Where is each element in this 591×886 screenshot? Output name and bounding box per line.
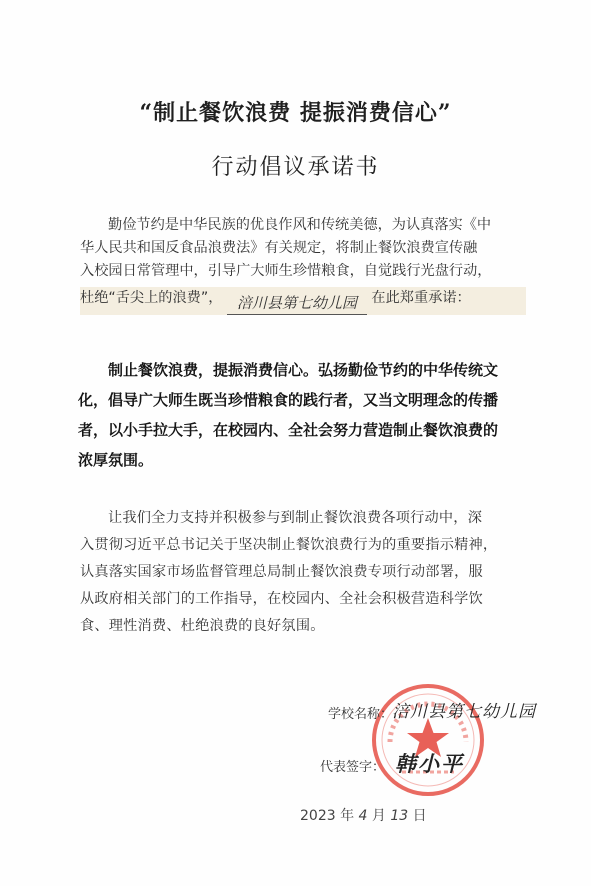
date-month-unit: 月 — [371, 808, 386, 824]
school-name-label: 学校名称： — [328, 707, 394, 722]
pledge-line-4: 浓厚氛围。 — [78, 451, 154, 469]
document-title: “制止餐饮浪费 提振消费信心” — [139, 100, 452, 126]
cta-line-5: 食、理性消费、杜绝浪费的良好氛围。 — [80, 618, 325, 634]
cta-line-3: 认真落实国家市场监督管理总局制止餐饮浪费专项行动部署，服 — [80, 564, 483, 580]
intro-line-4-prefix: 杜绝“舌尖上的浪费”， — [80, 290, 223, 306]
pledge-line-2: 化，倡导广大师生既当珍惜粮食的践行者，又当文明理念的传播 — [78, 391, 499, 409]
paragraph-call-to-action — [80, 505, 526, 640]
intro-line-1: 勤俭节约是中华民族的优良作风和传统美德，为认真落实《中 — [108, 217, 492, 233]
date-year-unit: 年 — [340, 808, 355, 824]
intro-line-4 — [80, 287, 526, 315]
intro-line-3: 入校园日常管理中，引导广大师生珍惜粮食，自觉践行光盘行动， — [80, 263, 492, 279]
date-year: 2023 — [300, 808, 336, 824]
handwritten-school-signature: 涪川县第七幼儿园 — [392, 702, 536, 722]
date-day-unit: 日 — [412, 808, 427, 824]
paragraph-intro — [80, 214, 526, 315]
document-subtitle: 行动倡议承诺书 — [211, 155, 380, 180]
cta-line-4: 从政府相关部门的工作指导，在校园内、全社会积极营造科学饮 — [80, 591, 483, 607]
intro-line-2: 华人民共和国反食品浪费法》有关规定，将制止餐饮浪费宣传融 — [80, 240, 478, 256]
cta-line-2: 入贯彻习近平总书记关于坚决制止餐饮浪费行为的重要指示精神， — [80, 537, 498, 553]
handwritten-school-name: 涪川县第七幼儿园 — [227, 292, 367, 315]
date-day: 13 — [390, 808, 409, 824]
pledge-line-3: 者，以小手拉大手，在校园内、全社会努力营造制止餐饮浪费的 — [78, 421, 499, 439]
representative-signature-label: 代表签字： — [320, 760, 386, 775]
paragraph-pledge — [78, 355, 528, 475]
date-month: 4 — [358, 808, 368, 824]
handwritten-representative-signature: 韩小平 — [395, 751, 464, 776]
cta-line-1: 让我们全力支持并积极参与到制止餐饮浪费各项行动中，深 — [108, 510, 483, 526]
pledge-line-1: 制止餐饮浪费，提振消费信心。弘扬勤俭节约的中华传统文 — [108, 361, 499, 379]
intro-line-4-suffix: 在此郑重承诺： — [371, 290, 471, 306]
signing-date — [300, 805, 427, 825]
